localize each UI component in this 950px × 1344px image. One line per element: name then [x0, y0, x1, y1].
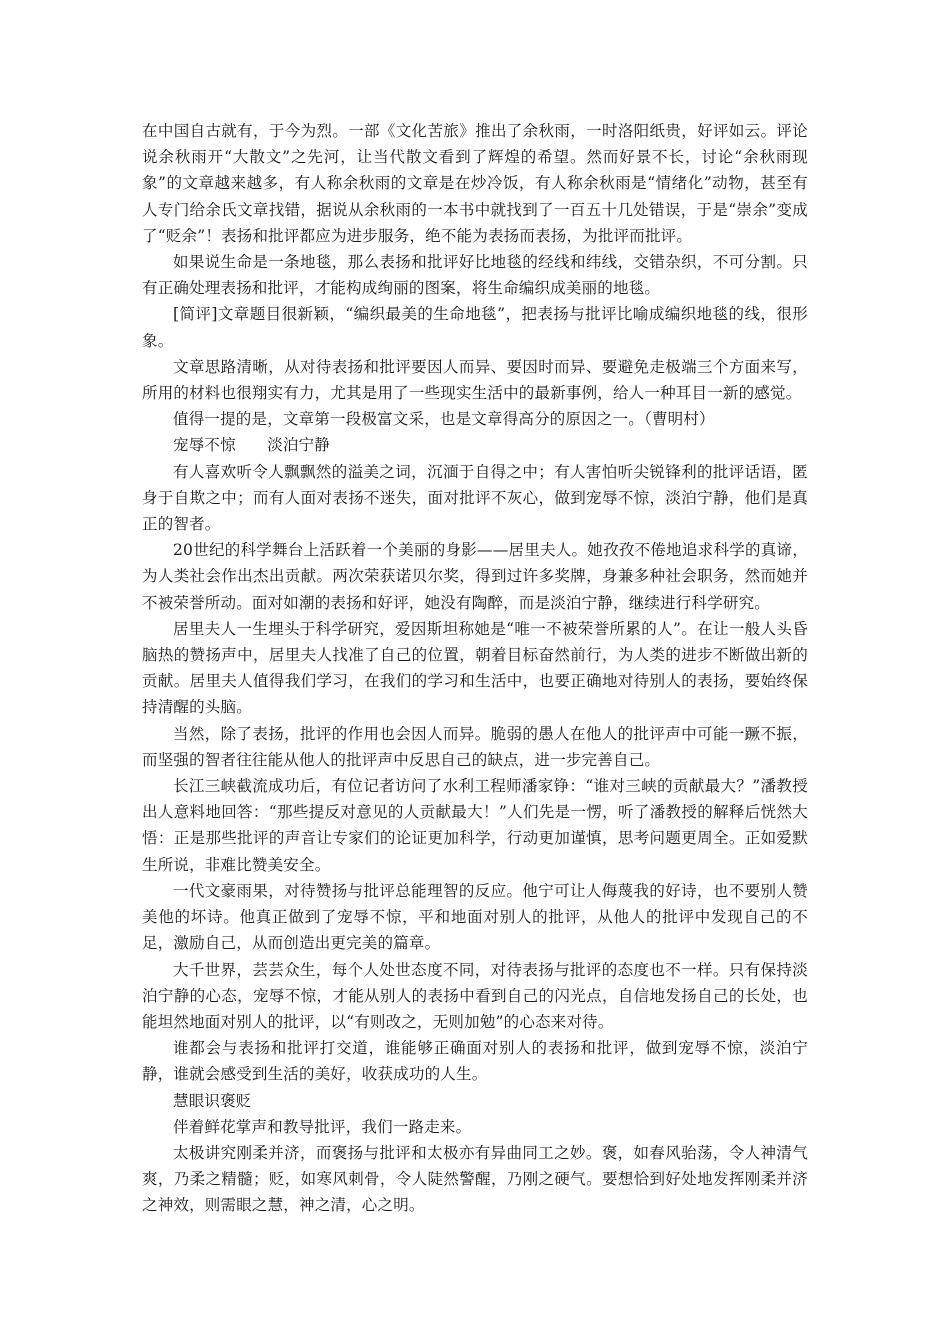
essay-title-insight: 慧眼识褒贬	[173, 1091, 252, 1110]
paragraph-curie-2: 居里夫人一生埋头于科学研究，爱因斯坦称她是“唯一不被荣誉所累的人”。在让一般人头昏脑热的赞扬声中，居里夫人找准了自己的位置，朝着目标奋然前行，为人类的进步不断做出新的贡献。居里夫人值得我们学习，在我们的学习和生活中，也要正确地对待别人的表扬，要始终保持清醒的头脑。	[142, 619, 808, 717]
paragraph-intro: 有人喜欢听令人飘飘然的溢美之词，沉湎于自得之中；有人害怕听尖锐锋利的批评话语，匿身于自欺之中；而有人面对表扬不迷失，面对批评不灰心，做到宠辱不惊，淡泊宁静，他们是真正的智者。	[142, 462, 808, 534]
paragraph-criticism-effect: 当然，除了表扬，批评的作用也会因人而异。脆弱的愚人在他人的批评声中可能一蹶不振，而坚强的智者往往能从他人的批评声中反思自己的缺点，进一步完善自己。	[142, 724, 808, 769]
paragraph-comment-structure: 文章思路清晰，从对待表扬和批评要因人而异、要因时而异、要避免走极端三个方面来写，所用的材料也很翔实有力，尤其是用了一些现实生活中的最新事例，给人一种耳目一新的感觉。	[142, 357, 808, 403]
paragraph-brief-comment: [简评]文章题目很新颖，“编织最美的生命地毯”，把表扬与批评比喻成编织地毯的线，很形象。	[142, 305, 808, 350]
essay-title-calm: 宠辱不惊 淡泊宁静	[173, 436, 331, 455]
paragraph-continuation: 在中国自古就有，于今为烈。一部《文化苦旅》推出了余秋雨，一时洛阳纸贵，好评如云。评论说余秋雨开“大散文”之先河，让当代散文看到了辉煌的希望。然而好景不长，讨论“余秋雨现象”的文章越来越多，有人称余秋雨的文章是在炒冷饭，有人称余秋雨是“情绪化”动物，甚至有人专门给余氏文章找错，据说从余秋雨的一本书中就找到了一百五十几处错误，于是“崇余”变成了“贬余”！表扬和批评都应为进步服务，绝不能为表扬而表扬，为批评而批评。	[142, 122, 808, 245]
paragraph-comment-credit: 值得一提的是，文章第一段极富文采，也是文章得高分的原因之一。（曹明村）	[173, 410, 715, 429]
paragraph-opening: 伴着鲜花掌声和教导批评，我们一路走来。	[173, 1117, 472, 1136]
paragraph-taiji: 太极讲究刚柔并济，而褒扬与批评和太极亦有异曲同工之妙。褒，如春风骀荡，令人神清气爽，乃柔之精髓；贬，如寒风刺骨，令人陡然警醒，乃刚之硬气。要想恰到好处地发挥刚柔并济之神效，则需眼之慧，神之清，心之明。	[142, 1143, 808, 1215]
document-page	[142, 118, 808, 1219]
paragraph-carpet-metaphor: 如果说生命是一条地毯，那么表扬和批评好比地毯的经线和纬线，交错杂织，不可分割。只有正确处理表扬和批评，才能构成绚丽的图案，将生命编织成美丽的地毯。	[142, 253, 808, 298]
paragraph-three-gorges: 长江三峡截流成功后，有位记者访问了水利工程师潘家铮：“谁对三峡的贡献最大？”潘教授出人意料地回答：“那些提反对意见的人贡献最大！”人们先是一愣，听了潘教授的解释后恍然大悟：正是那些批评的声音让专家们的论证更加科学，行动更加谨慎，思考问题更周全。正如爱默生所说，非难比赞美安全。	[142, 777, 808, 874]
paragraph-attitude: 大千世界，芸芸众生，每个人处世态度不同，对待表扬与批评的态度也不一样。只有保持淡泊宁静的心态，宠辱不惊，才能从别人的表扬中看到自己的闪光点，自信地发扬自己的长处，也能坦然地面对别人的批评，以“有则改之，无则加勉”的心态来对待。	[142, 960, 808, 1031]
paragraph-hugo: 一代文豪雨果，对待赞扬与批评总能理智的反应。他宁可让人侮蔑我的好诗，也不要别人赞美他的坏诗。他真正做到了宠辱不惊，平和地面对别人的批评，从他人的批评中发现自己的不足，激励自己，从而创造出更完美的篇章。	[142, 881, 808, 953]
paragraph-conclusion: 谁都会与表扬和批评打交道，谁能够正确面对别人的表扬和批评，做到宠辱不惊，淡泊宁静，谁就会感受到生活的美好，收获成功的人生。	[142, 1039, 808, 1084]
paragraph-curie-1: 20世纪的科学舞台上活跃着一个美丽的身影——居里夫人。她孜孜不倦地追求科学的真谛，为人类社会作出杰出贡献。两次荣获诺贝尔奖，得到过许多奖牌，身兼多种社会职务，然而她并不被荣誉所动。面对如潮的表扬和好评，她没有陶醉，而是淡泊宁静，继续进行科学研究。	[142, 541, 808, 612]
